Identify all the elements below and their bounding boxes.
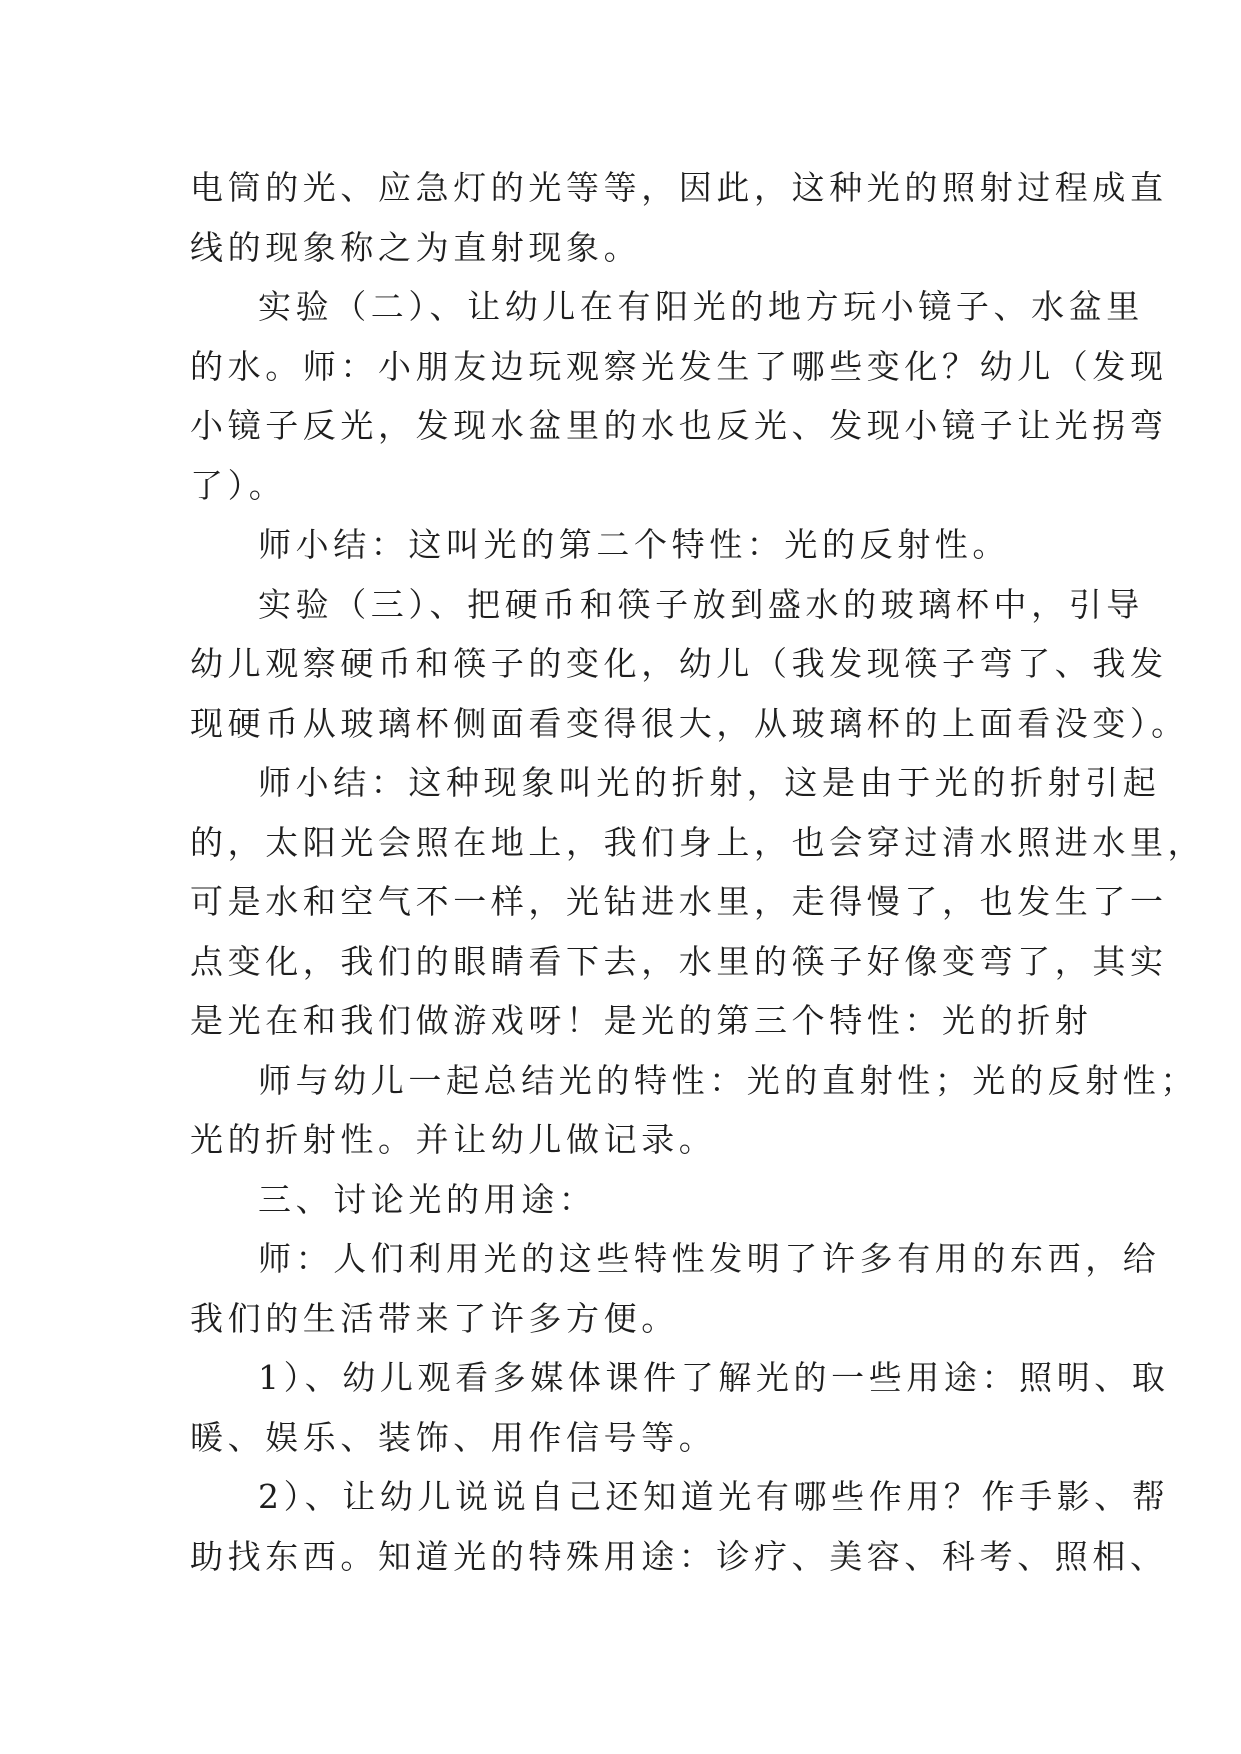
text-line: 的水。师：小朋友边玩观察光发生了哪些变化？幼儿（发现	[190, 346, 1168, 386]
text-line: 师与幼儿一起总结光的特性：光的直射性；光的反射性；	[258, 1060, 1198, 1100]
text-line: 是光在和我们做游戏呀！是光的第三个特性：光的折射	[190, 1001, 1093, 1040]
text-line: 暖、娱乐、装饰、用作信号等。	[190, 1417, 717, 1457]
text-line: 三、讨论光的用途：	[258, 1179, 597, 1219]
paragraph	[190, 575, 1189, 754]
text-line: 2）、让幼儿说说自己还知道光有哪些作用？作手影、帮	[258, 1477, 1170, 1516]
paragraph	[190, 753, 1206, 1051]
paragraph	[190, 1229, 1161, 1348]
text-line: 师小结：这叫光的第二个特性：光的反射性。	[258, 525, 1010, 564]
text-line: 了）。	[190, 465, 287, 505]
paragraph	[190, 158, 1168, 277]
text-line: 的，太阳光会照在地上，我们身上，也会穿过清水照进水里，	[190, 822, 1206, 862]
text-line: 1）、幼儿观看多媒体课件了解光的一些用途：照明、取	[258, 1358, 1170, 1397]
text-line: 光的折射性。并让幼儿做记录。	[190, 1120, 717, 1159]
text-line: 助找东西。知道光的特殊用途：诊疗、美容、科考、照相、	[190, 1536, 1168, 1576]
text-line: 幼儿观察硬币和筷子的变化，幼儿（我发现筷子弯了、我发	[190, 644, 1168, 683]
paragraph	[190, 1348, 1170, 1467]
text-line: 点变化，我们的眼睛看下去，水里的筷子好像变弯了，其实	[190, 941, 1168, 981]
text-line: 师小结：这种现象叫光的折射，这是由于光的折射引起	[258, 763, 1161, 802]
text-line: 我们的生活带来了许多方便。	[190, 1298, 679, 1338]
text-line: 实验（三）、把硬币和筷子放到盛水的玻璃杯中，引导	[258, 584, 1144, 624]
paragraph	[190, 515, 1050, 575]
text-line: 线的现象称之为直射现象。	[190, 227, 642, 267]
paragraph	[190, 1467, 1170, 1586]
text-line: 师：人们利用光的这些特性发明了许多有用的东西，给	[258, 1239, 1161, 1278]
text-line: 实验（二）、让幼儿在有阳光的地方玩小镜子、水盆里	[258, 287, 1144, 326]
document-body	[190, 158, 1206, 1586]
text-line: 现硬币从玻璃杯侧面看变得很大，从玻璃杯的上面看没变）。	[190, 703, 1189, 743]
paragraph	[190, 1051, 1198, 1170]
paragraph	[190, 277, 1168, 515]
text-line: 小镜子反光，发现水盆里的水也反光、发现小镜子让光拐弯	[190, 406, 1168, 445]
paragraph	[190, 1170, 1050, 1230]
text-line: 电筒的光、应急灯的光等等，因此，这种光的照射过程成直	[190, 168, 1168, 207]
text-line: 可是水和空气不一样，光钻进水里，走得慢了，也发生了一	[190, 882, 1168, 921]
